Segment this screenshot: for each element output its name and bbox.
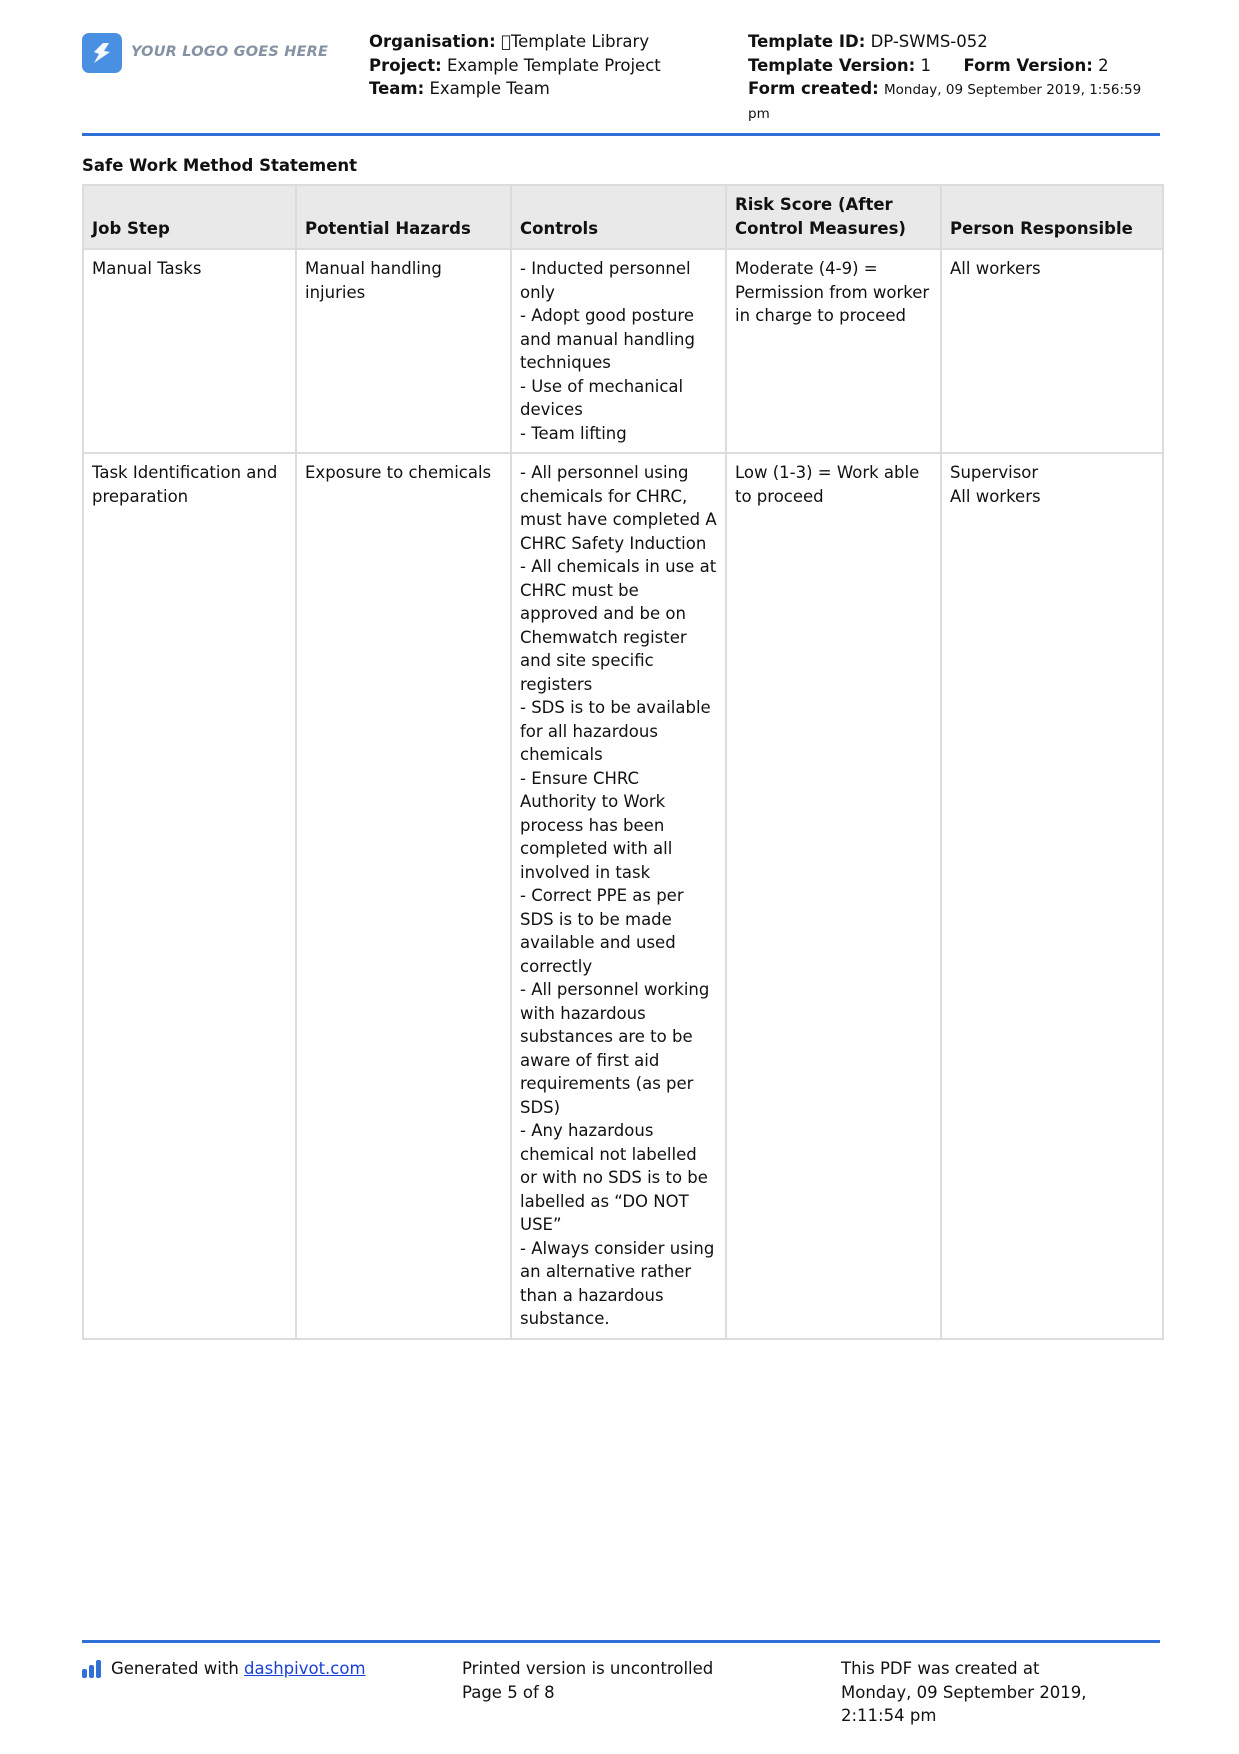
cell-line: - Team lifting — [520, 423, 627, 443]
cell-line: Chemwatch register — [520, 627, 687, 647]
cell-line: - All personnel using — [520, 463, 689, 482]
cell-line: preparation — [92, 486, 189, 506]
template-version-value: 1 — [920, 55, 931, 75]
col-header-person: Person Responsible — [941, 185, 1163, 249]
cell-line: approved and be on — [520, 604, 686, 623]
cell-line: or with no SDS is to be — [520, 1168, 708, 1187]
pdf-created — [841, 1657, 1087, 1728]
cell-line: and site specific — [520, 651, 654, 670]
template-id-value: DP-SWMS-052 — [870, 32, 988, 51]
form-created-value: Monday, 09 September 2019, 1:56:59 — [884, 82, 1142, 98]
organisation-value:  Template Library — [500, 32, 650, 51]
cell-line: - All personnel working — [520, 980, 710, 999]
risk-score-cell — [726, 453, 941, 1339]
job-step-cell: Manual Tasks — [83, 249, 296, 453]
logo-icon — [82, 33, 122, 73]
cell-line: in charge to proceed — [735, 306, 906, 325]
cell-line: - Adopt good posture — [520, 306, 694, 325]
person-cell — [941, 453, 1163, 1339]
cell-line: Exposure to chemicals — [305, 463, 492, 482]
organisation-line — [369, 30, 719, 54]
cell-line: techniques — [520, 353, 611, 372]
cell-line: CHRC must be — [520, 580, 639, 600]
cell-line: substances are to be — [520, 1027, 693, 1046]
cell-line: chemical not labelled — [520, 1144, 697, 1164]
risk-header-line: Control Measures) — [735, 218, 906, 238]
project-value: Example Template Project — [446, 55, 661, 75]
cell-line: - Always consider using — [520, 1238, 715, 1258]
cell-line: CHRC Safety Induction — [520, 533, 707, 553]
cell-line: only — [520, 282, 555, 302]
template-id-line — [748, 30, 1168, 54]
dashpivot-link[interactable]: dashpivot.com — [244, 1659, 366, 1678]
page-header — [82, 30, 1160, 134]
cell-line: Moderate (4-9) = — [735, 259, 878, 278]
logo-text: YOUR LOGO GOES HERE — [131, 44, 329, 61]
cell-line: - SDS is to be available — [520, 698, 711, 717]
cell-line: substance. — [520, 1309, 610, 1328]
cell-line: and manual handling — [520, 329, 695, 349]
cell-line: chemicals — [520, 745, 603, 764]
template-id-label: Template ID: — [748, 32, 866, 51]
form-version-value: 2 — [1098, 55, 1109, 75]
team-value: Example Team — [429, 79, 550, 98]
cell-line: Low (1-3) = Work able — [735, 463, 920, 482]
generated-prefix: Generated with — [111, 1659, 245, 1678]
cell-line: Authority to Work — [520, 792, 666, 811]
cell-line: labelled as “DO NOT — [520, 1191, 689, 1211]
pdf-created-line: Monday, 09 September 2019, — [841, 1682, 1087, 1702]
header-divider — [82, 133, 1160, 136]
controls-cell — [511, 249, 726, 453]
cell-line: process has been — [520, 815, 665, 835]
controls-cell — [511, 453, 726, 1339]
project-label: Project: — [369, 55, 442, 75]
risk-score-cell — [726, 249, 941, 453]
cell-line: - Use of mechanical — [520, 376, 684, 396]
cell-line: All workers — [950, 259, 1041, 278]
cell-line: involved in task — [520, 862, 651, 882]
person-cell — [941, 249, 1163, 453]
cell-line: must have completed A — [520, 510, 717, 529]
form-created-line — [748, 77, 1168, 103]
organisation-label: Organisation: — [369, 32, 496, 51]
cell-line: - Inducted personnel — [520, 259, 691, 278]
cell-line: than a hazardous — [520, 1285, 664, 1305]
project-line — [369, 54, 719, 78]
cell-line: available and used — [520, 933, 676, 952]
cell-line: to proceed — [735, 486, 824, 506]
cell-line: USE” — [520, 1215, 562, 1234]
risk-header-line: Risk Score (After — [735, 195, 893, 214]
job-step-cell — [83, 453, 296, 1339]
cell-line: - Correct PPE as per — [520, 886, 684, 905]
page-number: Page 5 of 8 — [462, 1682, 555, 1702]
cell-line: registers — [520, 674, 593, 694]
team-line — [369, 77, 719, 101]
swms-table — [82, 184, 1164, 1340]
col-header-risk-score — [726, 185, 941, 249]
table-header-row — [83, 185, 1163, 249]
cell-line: Manual handling — [305, 259, 442, 278]
cell-line: Supervisor — [950, 463, 1039, 482]
hazards-cell — [296, 249, 511, 453]
table-row — [83, 453, 1163, 1339]
pdf-created-line: This PDF was created at — [841, 1659, 1040, 1678]
version-line — [748, 54, 1168, 78]
pdf-created-line: 2:11:54 pm — [841, 1706, 937, 1725]
cell-line: an alternative rather — [520, 1262, 692, 1281]
cell-line: for all hazardous — [520, 721, 658, 741]
template-version-label: Template Version: — [748, 55, 916, 75]
cell-line: correctly — [520, 956, 593, 976]
col-header-hazards: Potential Hazards — [296, 185, 511, 249]
team-label: Team: — [369, 79, 425, 98]
cell-line: completed with all — [520, 839, 673, 858]
cell-line: requirements (as per — [520, 1074, 694, 1093]
section-title: Safe Work Method Statement — [82, 156, 358, 175]
generated-with — [82, 1657, 366, 1681]
cell-line: SDS is to be made — [520, 909, 672, 929]
cell-line: SDS) — [520, 1097, 561, 1117]
col-header-job-step: Job Step — [83, 185, 296, 249]
form-created-label: Form created: — [748, 79, 879, 98]
organisation-info — [369, 30, 719, 101]
cell-line: chemicals for CHRC, — [520, 486, 688, 506]
dashpivot-bars-icon — [82, 1660, 103, 1678]
cell-line: Permission from worker — [735, 282, 930, 302]
cell-line: injuries — [305, 282, 366, 302]
cell-line: aware of first aid — [520, 1050, 660, 1070]
cell-line: - Ensure CHRC — [520, 768, 640, 788]
cell-line: Task Identification and — [92, 463, 278, 482]
cell-line: - Any hazardous — [520, 1121, 654, 1140]
hazards-cell — [296, 453, 511, 1339]
uncontrolled-notice: Printed version is uncontrolled — [462, 1659, 714, 1678]
col-header-controls: Controls — [511, 185, 726, 249]
template-info — [748, 30, 1168, 126]
form-created-value-cont: pm — [748, 105, 770, 122]
cell-line: with hazardous — [520, 1003, 646, 1023]
print-status — [462, 1657, 713, 1704]
table-row — [83, 249, 1163, 453]
footer-divider — [82, 1640, 1160, 1643]
cell-line: - All chemicals in use at — [520, 557, 717, 576]
cell-line: devices — [520, 400, 583, 419]
cell-line: All workers — [950, 486, 1041, 506]
form-version-label: Form Version: — [963, 55, 1093, 75]
company-logo — [82, 33, 328, 73]
